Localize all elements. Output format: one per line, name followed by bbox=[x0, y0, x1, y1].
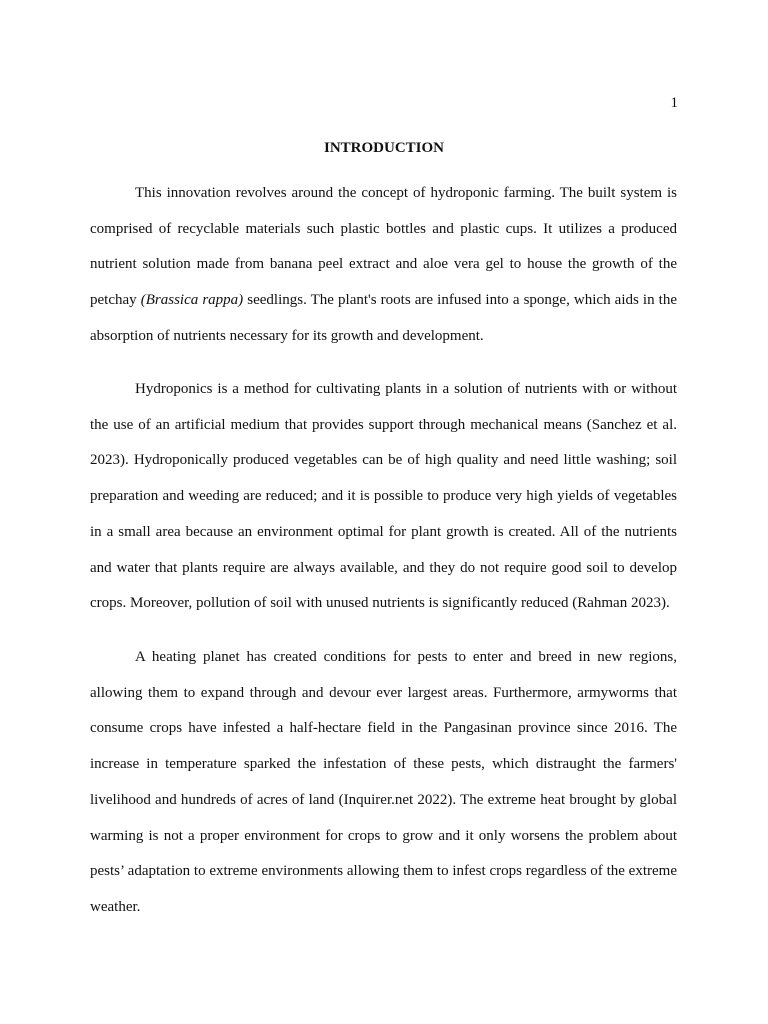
scientific-name: (Brassica rappa) bbox=[140, 292, 244, 309]
page-number: 1 bbox=[670, 95, 678, 111]
section-heading: INTRODUCTION bbox=[323, 140, 444, 156]
paragraph-1 bbox=[90, 176, 677, 355]
paragraph-2: Hydroponics is a method for cultivating plants in a solution of nutrients with or without the use of an artificial medium that provides support through mechanical means (Sanchez et al. 2023). Hydroponically produced vegetables can be of high quality and need little washing; soil preparation and weeding are reduced; and it is possible to produce very high yields of vegetables in a small area because an environment optimal for plant growth is created. All of the nutrients and water that plants require are always available, and they do not require good soil to develop crops. Moreover, pollution of soil with unused nutrients is significantly reduced (Rahman 2023). bbox=[90, 381, 677, 612]
paragraph-1-text-start: This innovation revolves around the concept of hydroponic farming. The built system is comprised of recyclable materials such plastic bottles and plastic cups. It utilizes a produced nutrient solution made from banana peel extract and aloe vera gel to house the growth of the petchay bbox=[90, 185, 677, 309]
paragraph-3: A heating planet has created conditions for pests to enter and breed in new regions, allowing them to expand through and devour ever largest areas. Furthermore, armyworms that consume crops have infested a half-hectare field in the Pangasinan province since 2016. The increase in temperature sparked the infestation of these pests, which distraught the farmers' livelihood and hundreds of acres of land (Inquirer.net 2022). The extreme heat brought by global warming is not a proper environment for crops to grow and it only worsens the problem about pests’ adaptation to extreme environments allowing them to infest crops regardless of the extreme weather. bbox=[90, 649, 677, 915]
paragraph-1-text-end: seedlings. The plant's roots are infused into a sponge, which aids in the absorption of nutrients necessary for its growth and development. bbox=[90, 292, 677, 344]
